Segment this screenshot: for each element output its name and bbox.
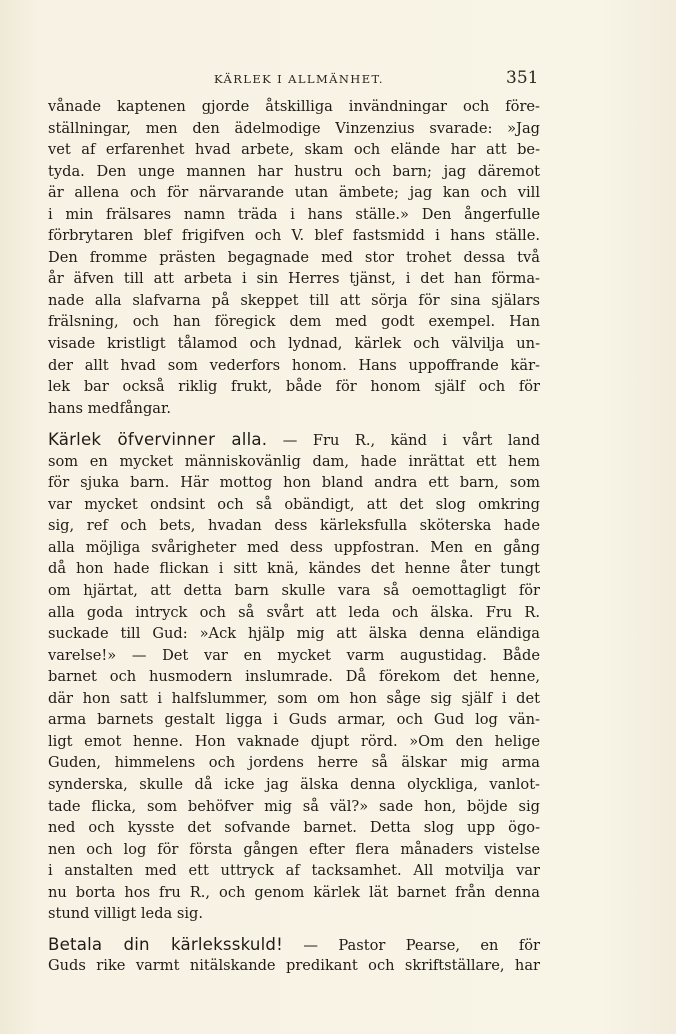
text-line: nu borta hos fru R., och genom kärlek lät barnet från denna bbox=[48, 883, 540, 901]
text-line: alla möjliga svårigheter med dess uppfostran. Men en gång bbox=[48, 538, 540, 556]
text-line: ned och kysste det sofvande barnet. Detta slog upp ögo- bbox=[48, 819, 540, 837]
text-line: för sjuka barn. Här mottog hon bland andra ett barn, som bbox=[48, 474, 540, 492]
text-line: hans medfångar. bbox=[48, 399, 171, 417]
text-line: sig, ref och bets, hvadan dess kärleksfulla sköterska hade bbox=[48, 517, 540, 535]
text-line: om hjärtat, att detta barn skulle vara så oemottagligt för bbox=[48, 582, 540, 600]
text-line: frälsning, och han föregick dem med godt exempel. Han bbox=[48, 313, 540, 331]
text-line: då hon hade flickan i sitt knä, kändes det henne åter tungt bbox=[48, 560, 540, 578]
text-line: i anstalten med ett uttryck af tacksamhet. All motvilja var bbox=[48, 862, 540, 880]
section-first-line bbox=[48, 429, 540, 451]
section-first-line bbox=[48, 934, 540, 956]
text-line: är allena och för närvarande utan ämbete; jag kan och vill bbox=[48, 184, 540, 202]
text-line: ligt emot henne. Hon vaknade djupt rörd. »Om den helige bbox=[48, 732, 540, 750]
text-line: varelse!» — Det var en mycket varm augustidag. Både bbox=[48, 646, 540, 664]
text-line: år äfven till att arbeta i sin Herres tjänst, i det han förma- bbox=[48, 270, 540, 288]
text-line: var mycket ondsint och så obändigt, att det slog omkring bbox=[48, 495, 540, 513]
text-line: nade alla slafvarna på skeppet till att sörja för sina själars bbox=[48, 291, 540, 309]
text-line: tyda. Den unge mannen har hustru och barn; jag däremot bbox=[48, 162, 540, 180]
text-line: visade kristligt tålamod och lydnad, kärlek och välvilja un- bbox=[48, 335, 540, 353]
text-line: arma barnets gestalt ligga i Guds armar, och Gud log vän- bbox=[48, 711, 540, 729]
text-line: där hon satt i halfslummer, som om hon såge sig själf i det bbox=[48, 689, 540, 707]
body-text bbox=[48, 96, 540, 977]
text-line: alla goda intryck och så svårt att leda och älska. Fru R. bbox=[48, 603, 540, 621]
text-line: i min frälsares namn träda i hans ställe.» Den ångerfulle bbox=[48, 205, 540, 223]
running-head: KÄRLEK I ALLMÄNHET. bbox=[214, 72, 384, 86]
text-line: tade flicka, som behöfver mig så väl?» sade hon, böjde sig bbox=[48, 797, 540, 815]
text-line: der allt hvad som vederfors honom. Hans uppoffrande kär- bbox=[48, 356, 540, 374]
section-karlek-ofvervinner-alla bbox=[48, 429, 540, 925]
text-line: Guden, himmelens och jordens herre så älskar mig arma bbox=[48, 754, 540, 772]
text-line: barnet och husmodern inslumrade. Då förekom det henne, bbox=[48, 668, 540, 686]
text-line: Den fromme prästen begagnade med stor trohet dessa två bbox=[48, 248, 540, 266]
text-line: förbrytaren blef frigifven och V. blef fastsmidd i hans ställe. bbox=[48, 227, 540, 245]
text-line: nen och log för första gången efter flera månaders vistelse bbox=[48, 840, 540, 858]
paragraph-continuation bbox=[48, 96, 540, 419]
text-line: lek bar också riklig frukt, både för honom själf och för bbox=[48, 378, 540, 396]
text-line: stund villigt leda sig. bbox=[48, 905, 204, 923]
text-line: som en mycket människovänlig dam, hade inrättat ett hem bbox=[48, 452, 540, 470]
section-title: Betala din kärleksskuld! bbox=[48, 934, 284, 954]
text-line: ställningar, men den ädelmodige Vinzenzius svarade: »Jag bbox=[48, 119, 540, 137]
section-title: Kärlek öfvervinner alla. bbox=[48, 430, 268, 450]
page-header bbox=[0, 68, 676, 92]
section-betala-din-karleksskuld bbox=[48, 934, 540, 977]
page-number: 351 bbox=[506, 68, 539, 88]
text-line: vånade kaptenen gjorde åtskilliga invändningar och före- bbox=[48, 98, 540, 115]
section-lead-text: — Fru R., känd i vårt land bbox=[267, 432, 540, 450]
text-line: synderska, skulle då icke jag älska denna olyckliga, vanlot- bbox=[48, 775, 540, 793]
text-line: Guds rike varmt nitälskande predikant och skriftställare, har bbox=[48, 957, 540, 975]
text-line: suckade till Gud: »Ack hjälp mig att älska denna eländiga bbox=[48, 625, 540, 643]
text-line: vet af erfarenhet hvad arbete, skam och elände har att be- bbox=[48, 141, 540, 159]
section-lead-text: — Pastor Pearse, en för bbox=[283, 936, 540, 954]
